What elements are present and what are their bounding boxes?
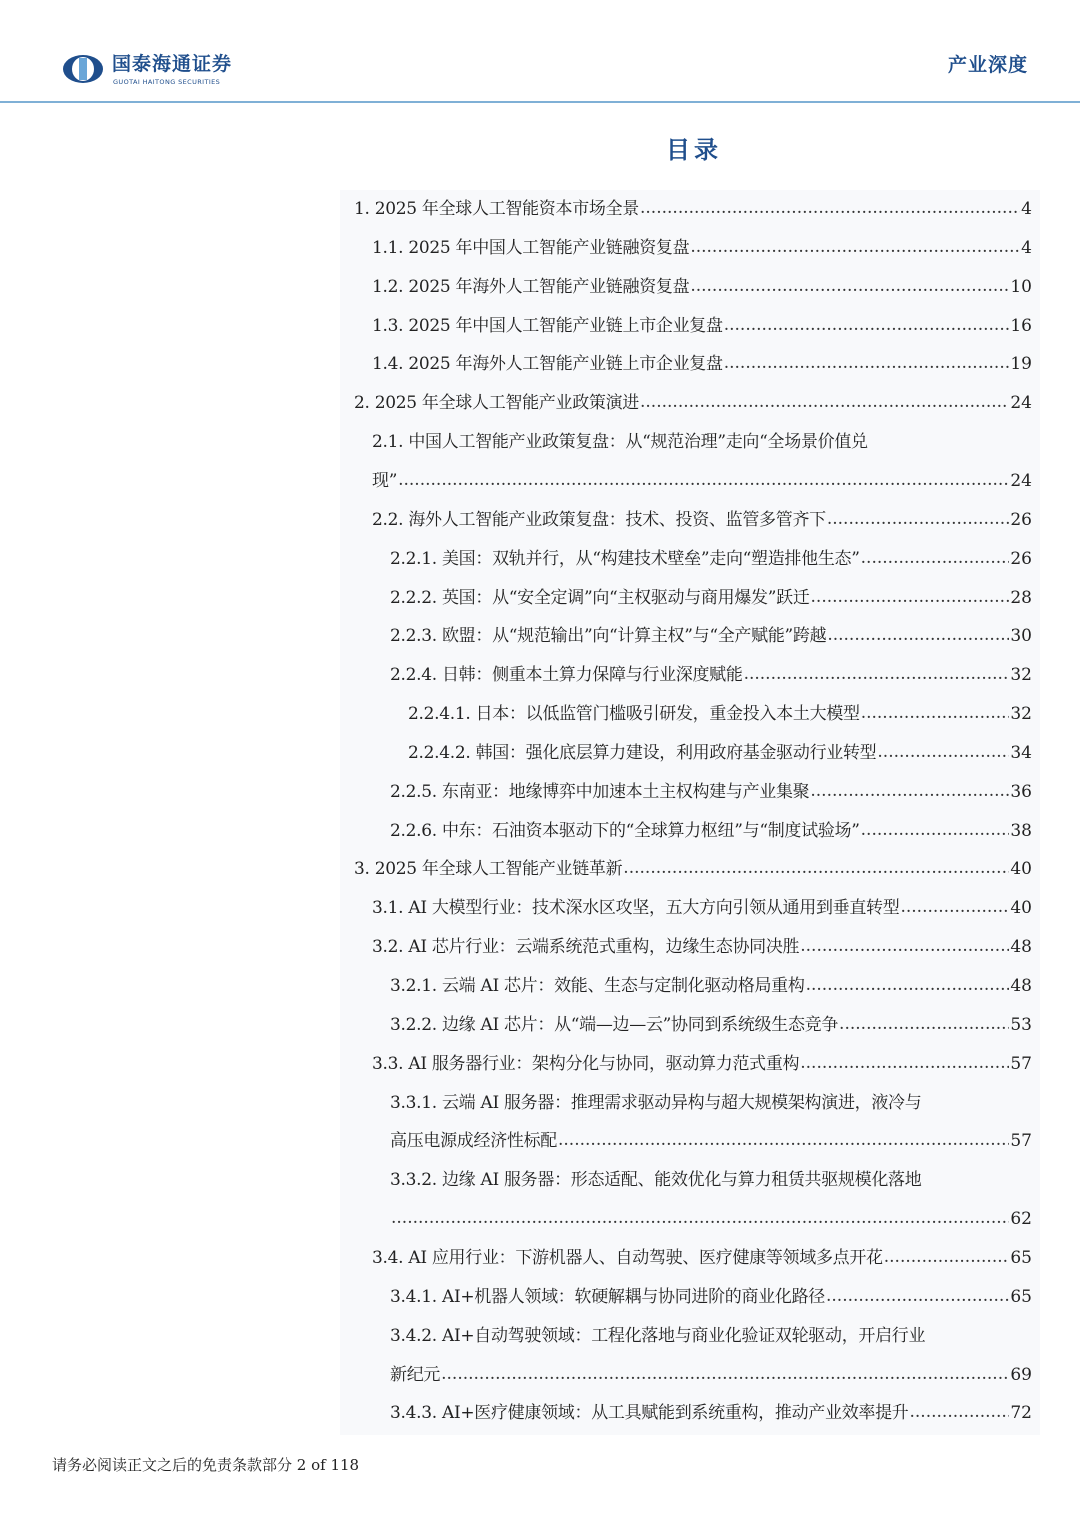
toc-entry[interactable] xyxy=(340,268,1032,307)
toc-page-number: 16 xyxy=(1010,315,1032,336)
dot-leader xyxy=(806,966,1010,1005)
toc-entry[interactable] xyxy=(340,1006,1032,1045)
toc-entry-title: 3.3.2. 边缘 AI 服务器：形态适配、能效优化与算力租赁共驱规模化落地 xyxy=(390,1170,922,1191)
toc-page-number: 57 xyxy=(1010,1131,1032,1152)
toc-page-number: 24 xyxy=(1010,393,1032,414)
toc-page-number: 69 xyxy=(1010,1364,1032,1385)
toc-entry-continuation[interactable] xyxy=(340,1200,1032,1239)
dot-leader xyxy=(811,578,1010,617)
dot-leader xyxy=(744,655,1010,694)
toc-entry[interactable] xyxy=(340,1239,1032,1278)
toc-entry[interactable] xyxy=(340,656,1032,695)
toc-entry[interactable] xyxy=(340,1278,1032,1317)
toc-entry[interactable] xyxy=(340,967,1032,1006)
report-type-label: 产业深度 xyxy=(947,54,1028,76)
toc-page-number: 19 xyxy=(1010,354,1032,375)
toc-entry[interactable] xyxy=(340,773,1032,812)
toc-entry[interactable] xyxy=(340,1045,1032,1084)
page-number: 2 of 118 xyxy=(296,1456,360,1474)
dot-leader xyxy=(800,1044,1009,1083)
toc-entry-title: 3.3. AI 服务器行业：架构分化与协同，驱动算力范式重构 xyxy=(372,1053,800,1074)
toc-entry[interactable] xyxy=(340,1317,1032,1356)
toc-entry-title: 1.3. 2025 年中国人工智能产业链上市企业复盘 xyxy=(372,315,723,336)
toc-page-number: 4 xyxy=(1021,199,1032,219)
company-logo-icon xyxy=(62,54,104,84)
toc-page-number: 28 xyxy=(1010,587,1032,608)
dot-leader xyxy=(623,849,1009,888)
toc-page-number: 24 xyxy=(1010,470,1032,491)
toc-entry-title: 2.2.6. 中东：石油资本驱动下的“全球算力枢纽”与“制度试验场” xyxy=(390,820,860,841)
toc-entry-title: 1.1. 2025 年中国人工智能产业链融资复盘 xyxy=(372,237,690,258)
toc-page-number: 10 xyxy=(1010,276,1032,297)
dot-leader xyxy=(877,733,1009,772)
toc-entry[interactable] xyxy=(340,850,1032,889)
dot-leader xyxy=(391,1199,1009,1238)
toc-page-number: 36 xyxy=(1010,781,1032,802)
toc-entry-title-cont: 现” xyxy=(372,470,398,491)
toc-entry[interactable] xyxy=(340,307,1032,346)
header-divider xyxy=(0,101,1080,103)
toc-entry-title: 2. 2025 年全球人工智能产业政策演进 xyxy=(354,393,639,414)
dot-leader xyxy=(640,383,1009,422)
toc-entry-title-cont: 新纪元 xyxy=(390,1364,441,1385)
toc-page-number: 32 xyxy=(1010,704,1032,725)
toc-entry[interactable] xyxy=(340,384,1032,423)
disclaimer-note: 请务必阅读正文之后的免责条款部分 xyxy=(52,1456,293,1474)
dot-leader xyxy=(724,344,1010,383)
toc-entry-title: 3.2.1. 云端 AI 芯片：效能、生态与定制化驱动格局重构 xyxy=(390,976,805,996)
toc-entry[interactable] xyxy=(340,734,1032,773)
toc-entry-title: 2.2.5. 东南亚：地缘博弈中加速本土主权构建与产业集聚 xyxy=(390,781,810,802)
toc-entry-title: 3.3.1. 云端 AI 服务器：推理需求驱动异构与超大规模架构演进，液冷与 xyxy=(390,1092,922,1113)
toc-page-number: 32 xyxy=(1010,665,1032,686)
toc-entry[interactable] xyxy=(340,190,1032,229)
toc-entry-title: 3.2. AI 芯片行业：云端系统范式重构，边缘生态协同决胜 xyxy=(372,937,800,958)
toc-entry-title: 3.2.2. 边缘 AI 芯片：从“端—边—云”协同到系统级生态竞争 xyxy=(390,1014,839,1035)
dot-leader xyxy=(861,694,1010,733)
dot-leader xyxy=(884,1238,1010,1277)
toc-entry-title: 3.4.2. AI+自动驾驶领域：工程化落地与商业化验证双轮驱动，开启行业 xyxy=(390,1325,926,1346)
toc-entry-title: 2.2.4.1. 日本：以低监管门槛吸引研发，重金投入本土大模型 xyxy=(408,704,860,725)
toc-page-number: 40 xyxy=(1010,859,1032,880)
toc-entry[interactable] xyxy=(340,540,1032,579)
toc-entry-title: 1.2. 2025 年海外人工智能产业链融资复盘 xyxy=(372,276,690,297)
dot-leader xyxy=(640,189,1020,228)
toc-entry[interactable] xyxy=(340,695,1032,734)
dot-leader xyxy=(910,1393,1010,1432)
toc-page-number: 48 xyxy=(1010,937,1032,958)
toc-entry[interactable] xyxy=(340,889,1032,928)
toc-page-number: 72 xyxy=(1010,1403,1032,1424)
toc-page-number: 38 xyxy=(1010,820,1032,841)
toc-entry-title: 3.4. AI 应用行业：下游机器人、自动驾驶、医疗健康等领域多点开花 xyxy=(372,1247,883,1268)
toc-page-number: 34 xyxy=(1010,742,1032,763)
toc-entry[interactable] xyxy=(340,579,1032,618)
toc-page-number: 62 xyxy=(1010,1209,1032,1230)
brand-name-en: GUOTAI HAITONG SECURITIES xyxy=(113,78,221,86)
toc-page-number: 40 xyxy=(1010,898,1032,919)
dot-leader xyxy=(826,1277,1009,1316)
toc-page-number: 48 xyxy=(1010,976,1032,996)
toc-page-number: 65 xyxy=(1010,1286,1032,1307)
dot-leader xyxy=(827,500,1010,539)
dot-leader xyxy=(800,927,1009,966)
dot-leader xyxy=(861,811,1010,850)
dot-leader xyxy=(724,306,1010,345)
toc-page-number: 53 xyxy=(1010,1014,1032,1035)
toc-entry-continuation[interactable] xyxy=(340,462,1032,501)
toc-entry[interactable] xyxy=(340,1084,1032,1123)
toc-entry[interactable] xyxy=(340,928,1032,967)
dot-leader xyxy=(810,772,1009,811)
dot-leader xyxy=(398,461,1009,500)
toc-page-number: 26 xyxy=(1010,548,1032,569)
toc-entry-title: 2.2.1. 美国：双轨并行，从“构建技术壁垒”走向“塑造排他生态” xyxy=(390,548,860,569)
toc-entry-title: 3.4.1. AI+机器人领域：软硬解耦与协同进阶的商业化路径 xyxy=(390,1286,825,1307)
toc-entry-continuation[interactable] xyxy=(340,1122,1032,1161)
toc-entry-title: 2.2. 海外人工智能产业政策复盘：技术、投资、监管多管齐下 xyxy=(372,509,826,530)
dot-leader xyxy=(558,1121,1009,1160)
dot-leader xyxy=(690,267,1009,306)
toc-page-number: 65 xyxy=(1010,1247,1032,1268)
toc-entry-title: 2.2.2. 英国：从“安全定调”向“主权驱动与商用爆发”跃迁 xyxy=(390,587,810,608)
toc-page-number: 4 xyxy=(1021,237,1032,258)
toc-entry[interactable] xyxy=(340,1394,1032,1433)
toc-entry-title: 3.1. AI 大模型行业：技术深水区攻坚，五大方向引领从通用到垂直转型 xyxy=(372,898,900,919)
toc-entry[interactable] xyxy=(340,617,1032,656)
dot-leader xyxy=(690,228,1020,267)
toc-entry-title: 3.4.3. AI+医疗健康领域：从工具赋能到系统重构，推动产业效率提升 xyxy=(390,1403,909,1424)
table-of-contents xyxy=(340,190,1040,1435)
dot-leader xyxy=(839,1005,1009,1044)
dot-leader xyxy=(827,616,1009,655)
page-footer xyxy=(52,1455,359,1475)
toc-entry-title-cont: 高压电源成经济性标配 xyxy=(390,1131,557,1152)
toc-entry-continuation[interactable] xyxy=(340,1356,1032,1395)
toc-entry[interactable] xyxy=(340,812,1032,851)
toc-entry-title: 2.1. 中国人工智能产业政策复盘：从“规范治理”走向“全场景价值兑 xyxy=(372,432,868,453)
toc-page-number: 26 xyxy=(1010,509,1032,530)
toc-entry-title: 2.2.4. 日韩：侧重本土算力保障与行业深度赋能 xyxy=(390,665,743,686)
toc-entry[interactable] xyxy=(340,501,1032,540)
toc-entry-title: 3. 2025 年全球人工智能产业链革新 xyxy=(354,859,623,880)
toc-entry[interactable] xyxy=(340,1161,1032,1200)
toc-entry[interactable] xyxy=(340,345,1032,384)
toc-entry[interactable] xyxy=(340,423,1032,462)
toc-entry-title: 1. 2025 年全球人工智能资本市场全景 xyxy=(354,199,639,219)
brand-name: 国泰海通证券 xyxy=(112,53,233,75)
toc-entry[interactable] xyxy=(340,229,1032,268)
toc-entry-title: 2.2.4.2. 韩国：强化底层算力建设，利用政府基金驱动行业转型 xyxy=(408,742,877,763)
dot-leader xyxy=(900,888,1009,927)
dot-leader xyxy=(441,1355,1009,1394)
toc-title: 目录 xyxy=(666,135,722,164)
toc-entry-title: 2.2.3. 欧盟：从“规范输出”向“计算主权”与“全产赋能”跨越 xyxy=(390,626,827,647)
toc-entry-title: 1.4. 2025 年海外人工智能产业链上市企业复盘 xyxy=(372,354,723,375)
page-header xyxy=(0,0,1080,104)
toc-page-number: 30 xyxy=(1010,626,1032,647)
dot-leader xyxy=(861,539,1010,578)
toc-page-number: 57 xyxy=(1010,1053,1032,1074)
